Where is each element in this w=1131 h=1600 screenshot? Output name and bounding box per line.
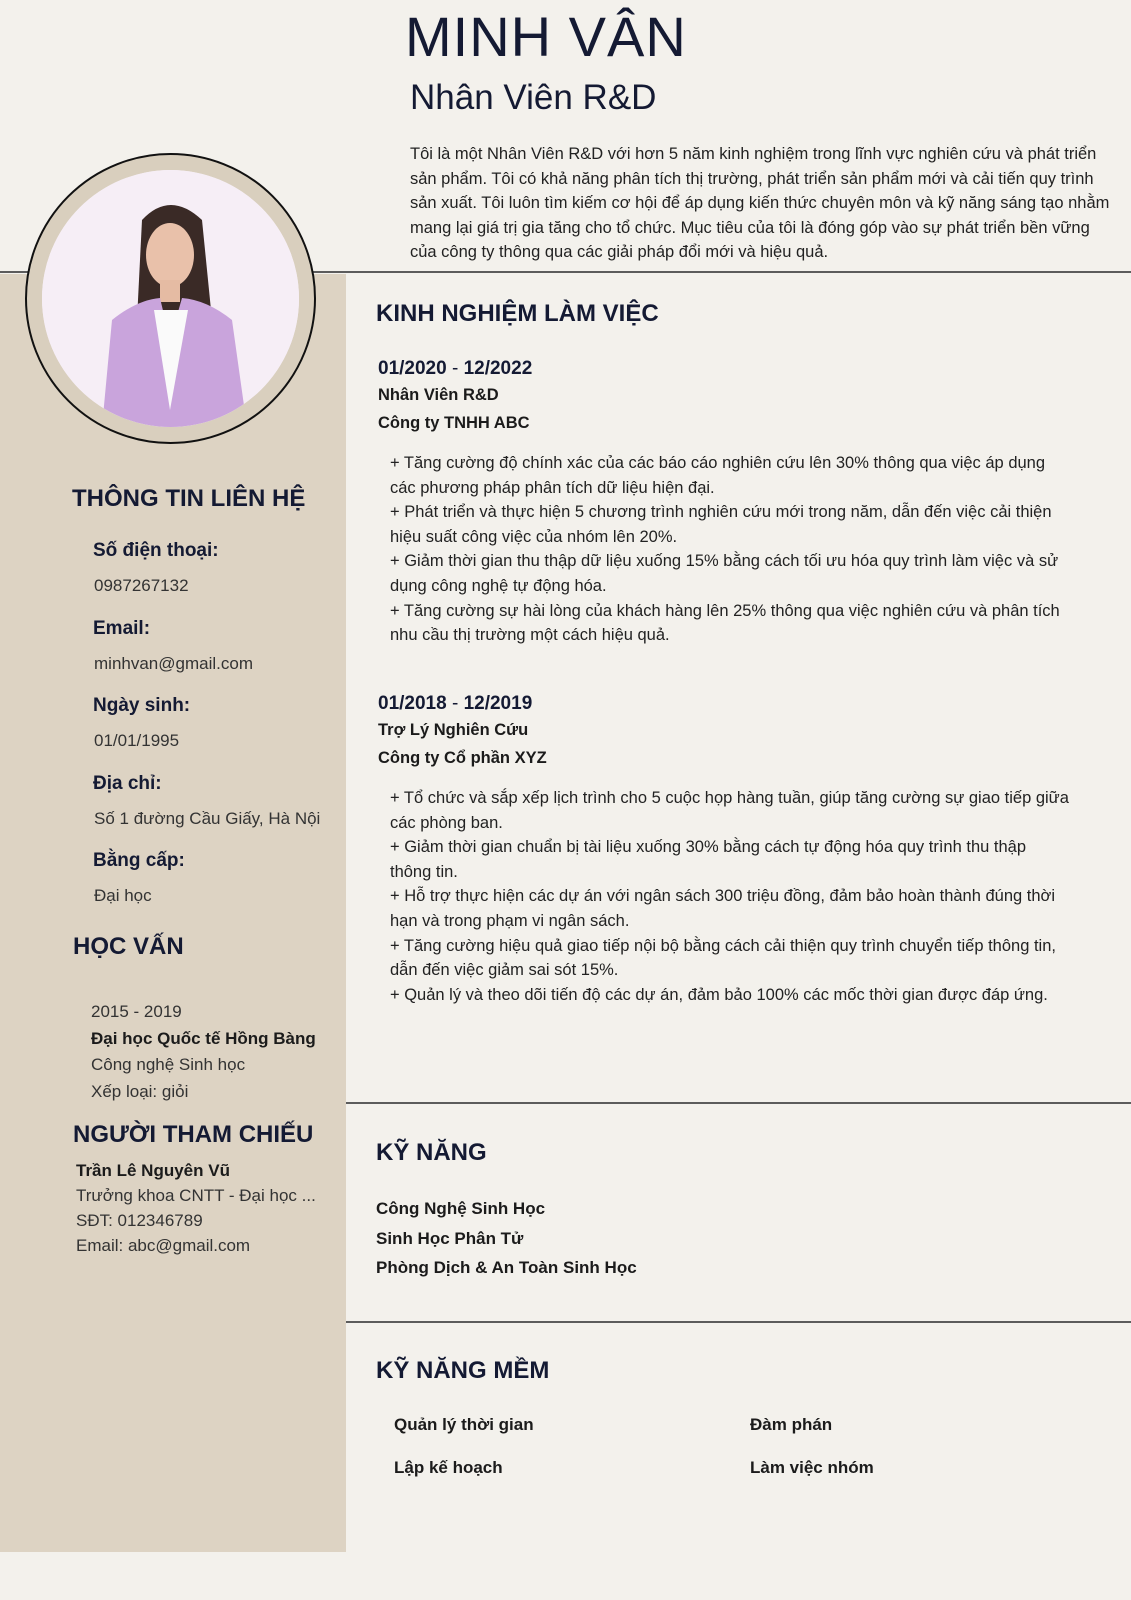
job-company: Công ty Cổ phần XYZ <box>378 749 547 767</box>
soft-skills-heading: KỸ NĂNG MỀM <box>376 1357 550 1384</box>
reference-phone: SĐT: 012346789 <box>76 1211 203 1230</box>
contact-value: Số 1 đường Cầu Giấy, Hà Nội <box>94 808 321 828</box>
skills-divider <box>346 1102 1131 1104</box>
skill-item: Phòng Dịch & An Toàn Sinh Học <box>376 1258 637 1277</box>
reference-name: Trần Lê Nguyên Vũ <box>76 1161 230 1180</box>
education-heading: HỌC VẤN <box>73 933 184 960</box>
reference-heading: NGƯỜI THAM CHIẾU <box>73 1121 314 1148</box>
contact-value: minhvan@gmail.com <box>94 653 253 673</box>
soft-skills-divider <box>346 1321 1131 1323</box>
education-major: Công nghệ Sinh học <box>91 1055 246 1074</box>
job-bullet: + Giảm thời gian chuẩn bị tài liệu xuống 30% bằng cách tự động hóa quy trình thu thập thông tin. <box>390 838 1026 881</box>
job-bullet: + Tăng cường độ chính xác của các báo cáo nghiên cứu lên 30% thông qua việc áp dụng các phương pháp phân tích dữ liệu hiện đại. <box>390 454 1046 497</box>
job-dates <box>378 693 532 715</box>
candidate-role: Nhân Viên R&D <box>410 78 657 117</box>
reference-position: Trưởng khoa CNTT - Đại học ... <box>76 1186 316 1205</box>
job-date-sep: - <box>446 358 464 379</box>
job-bullets <box>390 786 1070 1007</box>
job-date-start: 01/2020 <box>378 358 447 379</box>
skill-item: Sinh Học Phân Tử <box>376 1228 524 1248</box>
job-company: Công ty TNHH ABC <box>378 414 530 432</box>
job-date-end: 12/2019 <box>463 693 533 714</box>
skill-item: Công Nghệ Sinh Học <box>376 1199 546 1218</box>
job-bullet: + Giảm thời gian thu thập dữ liệu xuống 15% bằng cách tối ưu hóa quy trình làm việc và sử dụng công nghệ tự động hóa. <box>390 552 1059 595</box>
job-bullet: + Hỗ trợ thực hiện các dự án với ngân sách 300 triệu đồng, đảm bảo hoàn thành đúng thời hạn và trong phạm vi ngân sách. <box>390 887 1056 930</box>
contact-value: 0987267132 <box>94 576 189 595</box>
soft-skill-item: Làm việc nhóm <box>750 1458 874 1477</box>
job-date-sep: - <box>446 693 464 714</box>
reference-email: Email: abc@gmail.com <box>76 1236 251 1255</box>
soft-skill-item: Lập kế hoạch <box>394 1458 503 1477</box>
contact-value: 01/01/1995 <box>94 731 180 750</box>
candidate-name: MINH VÂN <box>405 5 687 68</box>
contact-label: Bằng cấp: <box>93 850 185 871</box>
skills-heading: KỸ NĂNG <box>376 1139 487 1166</box>
contact-value: Đại học <box>94 886 152 905</box>
job-title: Nhân Viên R&D <box>378 386 499 404</box>
summary: Tôi là một Nhân Viên R&D với hơn 5 năm kinh nghiệm trong lĩnh vực nghiên cứu và phát triển sản phẩm. Tôi có khả năng phân tích thị trường, phát triển sản phẩm mới và cải tiến quy trình sản xuất. Tôi luôn tìm kiếm cơ hội để áp dụng kiến thức chuyên môn và kỹ năng sáng tạo nhằm mang lại giá trị gia tăng cho tổ chức. Mục tiêu của tôi là đóng góp vào sự phát triển bền vững của công ty thông qua các giải pháp đổi mới và hiệu quả. <box>410 145 1110 262</box>
education-grade: Xếp loại: giỏi <box>91 1082 189 1101</box>
job-bullet: + Quản lý và theo dõi tiến độ các dự án, đảm bảo 100% các mốc thời gian được đáp ứng. <box>390 985 1048 1004</box>
experience-heading: KINH NGHIỆM LÀM VIỆC <box>376 300 659 327</box>
education-years: 2015 - 2019 <box>91 1002 182 1021</box>
job-bullet: + Tăng cường sự hài lòng của khách hàng lên 25% thông qua việc nghiên cứu và phân tích nhu cầu thị trường một cách hiệu quả. <box>390 601 1060 645</box>
job-bullets <box>390 451 1070 648</box>
soft-skill-item: Quản lý thời gian <box>394 1415 534 1434</box>
job-date-start: 01/2018 <box>378 693 447 714</box>
avatar <box>42 170 299 427</box>
job-bullet: + Tăng cường hiệu quả giao tiếp nội bộ bằng cách cải thiện quy trình chuyển tiếp thông tin, dẫn đến việc giảm sai sót 15%. <box>390 936 1056 980</box>
sidebar <box>0 274 346 1552</box>
contact-label: Địa chỉ: <box>93 772 162 794</box>
job-bullet: + Phát triển và thực hiện 5 chương trình nghiên cứu mới trong năm, dẫn đến việc cải thiện hiệu suất công việc của nhóm lên 20%. <box>390 503 1052 546</box>
contact-label: Số điện thoại: <box>93 540 219 561</box>
job-date-end: 12/2022 <box>463 358 533 379</box>
contact-label: Ngày sinh: <box>93 695 191 716</box>
contact-label: Email: <box>93 617 151 639</box>
soft-skill-item: Đàm phán <box>750 1415 833 1434</box>
education-school: Đại học Quốc tế Hồng Bàng <box>91 1029 316 1048</box>
job-dates <box>378 358 532 380</box>
contact-heading: THÔNG TIN LIÊN HỆ <box>72 485 306 512</box>
job-title: Trợ Lý Nghiên Cứu <box>378 721 529 739</box>
job-bullet: + Tổ chức và sắp xếp lịch trình cho 5 cuộc họp hàng tuần, giúp tăng cường sự giao tiếp giữa các phòng ban. <box>390 789 1069 832</box>
